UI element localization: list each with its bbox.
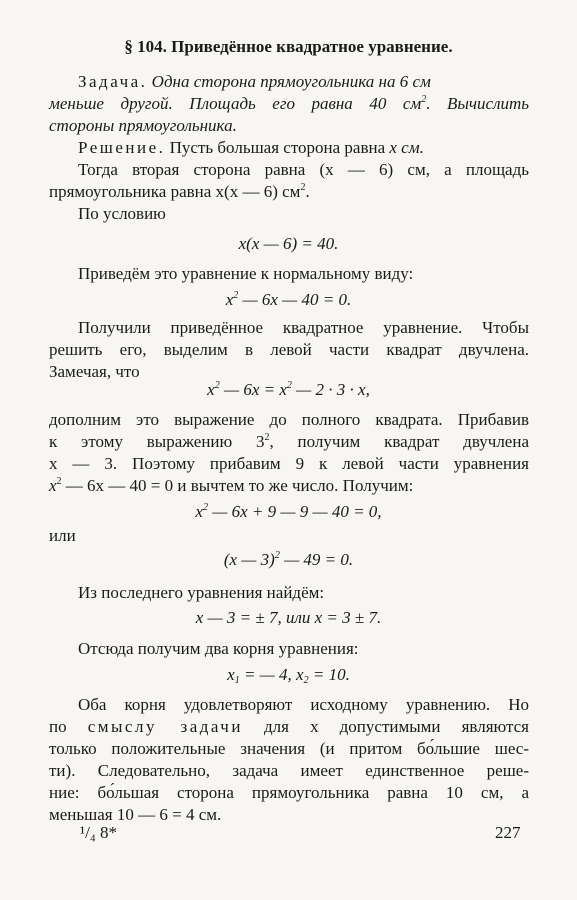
text: , получим квадрат двучлена (269, 432, 529, 451)
paragraph-line: решить его, выделим в левой части квадрат двучлена. (49, 340, 529, 359)
task-text: . Вычислить (426, 94, 529, 113)
text: прямоугольника равна x(x — 6) см (49, 182, 301, 201)
task-text: меньше другой. Площадь его равна 40 см (49, 94, 422, 113)
eq-part: x (195, 502, 203, 521)
subscript: 2 (303, 675, 309, 686)
equation-7 (0, 664, 577, 686)
text: x (49, 476, 57, 495)
paragraph-line: Отсюда получим два корня уравнения: (78, 639, 359, 658)
eq-part: x (207, 380, 215, 399)
task-line-1 (78, 71, 529, 93)
equation-3 (0, 379, 577, 401)
paragraph-line (49, 716, 529, 738)
text: для x допустимыми являются (242, 717, 529, 736)
task-line-2 (49, 93, 529, 115)
text: . (305, 182, 310, 201)
superscript: 2 (286, 380, 292, 391)
paragraph-line: Из последнего уравнения найдём: (78, 583, 325, 602)
task-line-3 (49, 115, 529, 137)
eq-part: x (227, 665, 235, 684)
paragraph-line (49, 431, 529, 453)
superscript: 2 (300, 182, 306, 193)
eq-part: x (225, 290, 234, 309)
equation-2 (0, 289, 577, 311)
equation-4 (0, 501, 577, 523)
paragraph-line: Тогда вторая сторона равна (x — 6) см, а площадь (78, 160, 529, 179)
paragraph-line: меньшая 10 — 6 = 4 см. (49, 805, 222, 824)
eq-part: — 6x — 40 = 0. (238, 290, 352, 309)
spaced-text: смыслу задачи (87, 717, 243, 736)
paragraph-line: Получили приведённое квадратное уравнение. Чтобы (78, 318, 529, 337)
printer-signature: ¹/₄ 8* (80, 823, 117, 842)
text: — 6x — 40 = 0 и вычтем то же число. Получим: (61, 476, 414, 495)
section-heading: § 104. Приведённое квадратное уравнение. (124, 37, 453, 56)
superscript: 2 (421, 94, 427, 105)
page-number: 227 (495, 823, 521, 842)
eq-part: = — 4, x (239, 665, 304, 684)
paragraph-line: ти). Следовательно, задача имеет единственное реше- (49, 761, 529, 780)
eq-part: — 6x + 9 — 9 — 40 = 0, (207, 502, 382, 521)
paragraph-line (49, 181, 529, 203)
paragraph-line: или (49, 526, 76, 545)
solution-var: x см. (389, 138, 424, 157)
eq-part: = 10. (308, 665, 350, 684)
paragraph-line: По условию (78, 204, 166, 223)
paragraph-line: x — 3. Поэтому прибавим 9 к левой части уравнения (49, 454, 529, 473)
paragraph-line: Приведём это уравнение к нормальному виду: (78, 264, 414, 283)
task-text: стороны прямоугольника. (49, 116, 237, 135)
paragraph-line (49, 475, 529, 497)
superscript: 2 (274, 550, 280, 561)
eq-part: — 2 · 3 · x, (291, 380, 370, 399)
superscript: 2 (56, 476, 62, 487)
subscript: 1 (234, 675, 240, 686)
superscript: 2 (202, 502, 208, 513)
equation-1: x(x — 6) = 40. (238, 234, 339, 253)
solution-text: Пусть большая сторона равна (169, 138, 390, 157)
solution-label: Решение. (78, 138, 166, 157)
task-text: Одна сторона прямоугольника на 6 см (151, 72, 431, 91)
eq-part: (x — 3) (223, 550, 275, 569)
equation-6: x — 3 = ± 7, или x = 3 ± 7. (195, 608, 382, 627)
paragraph-line: Оба корня удовлетворяют исходному уравнению. Но (78, 695, 529, 714)
superscript: 2 (264, 432, 270, 443)
paragraph-line: Замечая, что (49, 362, 140, 381)
task-label: Задача. (78, 72, 148, 91)
superscript: 2 (233, 290, 239, 301)
paragraph-line: дополним это выражение до полного квадрата. Прибавив (49, 410, 529, 429)
paragraph-line: ние: бо́льшая сторона прямоугольника равна 10 см, а (49, 783, 529, 802)
text: к этому выражению 3 (49, 432, 265, 451)
eq-part: — 49 = 0. (279, 550, 354, 569)
equation-5 (0, 549, 577, 571)
text: по (49, 717, 88, 736)
superscript: 2 (214, 380, 220, 391)
eq-part: — 6x = x (219, 380, 287, 399)
paragraph-line: только положительные значения (и притом бо́льшие шес- (49, 739, 529, 758)
solution-line-1 (78, 137, 529, 159)
